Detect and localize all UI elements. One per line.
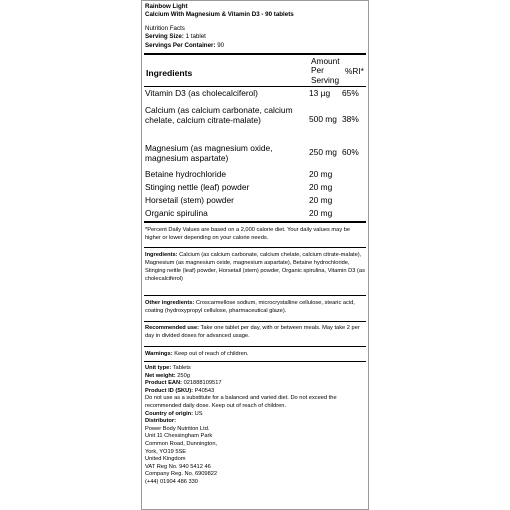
unit-type-value: Tablets [172, 365, 191, 371]
distributor-line: Power Body Nutrition Ltd. [145, 425, 210, 432]
row-amount: 20 mg [309, 182, 333, 192]
warnings-block [145, 350, 365, 358]
net-weight [145, 373, 365, 381]
distributor-line: United Kingdom [145, 456, 186, 463]
row-name: Magnesium (as magnesium oxide, magnesium aspartate) [145, 143, 273, 163]
row-name: Calcium (as calcium carbonate, calcium chelate, calcium citrate-malate) [145, 105, 293, 125]
recommended-use-text: Take one tablet per day, with or between meals. May take 2 per day in divided doses for advanced usage. [145, 325, 360, 339]
recommended-use-label: Recommended use: [145, 325, 200, 331]
ingredients-text: Calcium (as calcium carbonate, calcium chelate, calcium citrate-malate), Magnesium (as magnesium oxide, magnesium aspartate), Betaine hydrochloride, Stinging nettle (leaf) powder, Horsetail (stem) powder, Organic spirulina, Vitamin D3 (as cholecalciferol) [145, 252, 365, 282]
row-name: Stinging nettle (leaf) powder [145, 182, 250, 192]
net-weight-value: 250g [177, 372, 190, 379]
col-ingredients: Ingredients [146, 68, 193, 78]
recommended-use-block [145, 324, 365, 340]
distributor-label: Distributor: [145, 418, 176, 425]
row-amount: 500 mg [309, 114, 337, 124]
serving-size [145, 33, 365, 41]
sku-label: Product ID (SKU): [145, 387, 194, 394]
serving-size-value: 1 tablet [185, 33, 206, 41]
divider-thin [144, 321, 366, 322]
divider-thick [144, 221, 366, 223]
row-name: Vitamin D3 (as cholecalciferol) [145, 88, 258, 98]
divider-thin [144, 86, 366, 87]
row-amount: 20 mg [309, 169, 333, 179]
brand-name: Rainbow Light [145, 3, 188, 10]
servings-value: 90 [217, 41, 225, 49]
unit-type-label: Unit type: [145, 365, 172, 371]
table-row [145, 144, 365, 170]
net-weight-label: Net weight: [145, 372, 176, 379]
product-ean [145, 380, 365, 388]
row-name: Betaine hydrochloride [145, 169, 227, 179]
divider-thin [144, 361, 366, 362]
other-ingredients-label: Other ingredients: [145, 300, 195, 306]
row-name: Organic spirulina [145, 208, 208, 218]
servings-per-container [145, 42, 365, 50]
row-amount: 20 mg [309, 208, 333, 218]
divider-thin [144, 295, 366, 296]
facts-title: Nutrition Facts [145, 24, 185, 32]
distributor-line: Company Reg. No. 6909822 [145, 471, 218, 478]
warnings-text: Keep out of reach of children. [174, 351, 249, 357]
row-amount: 250 mg [309, 147, 337, 157]
ean-value: 021888109517 [183, 380, 222, 387]
row-amount: 13 µg [309, 88, 331, 98]
row-amount: 20 mg [309, 195, 333, 205]
distributor-line: Unit 11 Chessingham Park [145, 433, 213, 440]
divider-thin [144, 247, 366, 248]
distributor-line: VAT Reg No. 940 5412 46 [145, 463, 211, 470]
country-of-origin [145, 411, 365, 419]
row-ri: 38% [342, 114, 359, 124]
serving-size-label: Serving Size: [145, 33, 184, 41]
table-row [145, 106, 365, 144]
sku-value: P40543 [194, 387, 215, 394]
row-name: Horsetail (stem) powder [145, 195, 234, 205]
divider-thick [144, 53, 366, 55]
other-ingredients-block [145, 299, 365, 315]
ingredients-block [145, 251, 365, 283]
ean-label: Product EAN: [145, 380, 182, 387]
table-row [145, 89, 365, 106]
nutrient-table [145, 89, 365, 222]
col-ri: %RI* [345, 66, 364, 76]
distributor-line: (+44) 01904 486 330 [145, 478, 198, 485]
table-header [145, 56, 365, 86]
ingredients-label: Ingredients: [145, 252, 178, 258]
distributor-line: Common Road, Dunnington, [145, 440, 218, 447]
product-details [145, 365, 365, 487]
warnings-label: Warnings: [145, 351, 173, 357]
product-header [145, 3, 365, 50]
other-ingredients-text: Croscarmellose sodium, microcrystalline cellulose, stearic acid, coating (hydroxypropyl cellulose, pharmaceutical glaze). [145, 300, 355, 314]
product-name: Calcium With Magnesium & Vitamin D3 - 90 tablets [145, 11, 294, 19]
nutrition-label [141, 0, 369, 510]
col-amount: Amount Per Serving [311, 56, 340, 85]
distributor-line: York, YO19 5SE [145, 448, 187, 455]
row-ri: 65% [342, 88, 359, 98]
servings-label: Servings Per Container: [145, 41, 216, 49]
product-sku [145, 388, 365, 396]
footnote: *Percent Daily Values are based on a 2,000 calorie diet. Your daily values may be higher or lower depending on your calorie needs. [145, 227, 351, 242]
origin-label: Country of origin: [145, 410, 194, 417]
row-ri: 60% [342, 147, 359, 157]
disclaimer: Do not use as a substitute for a balanced and varied diet. Do not exceed the recommended daily dose. Keep out of reach of children. [145, 395, 337, 409]
unit-type [145, 365, 365, 373]
origin-value: US [194, 410, 203, 417]
divider-thin [144, 346, 366, 347]
